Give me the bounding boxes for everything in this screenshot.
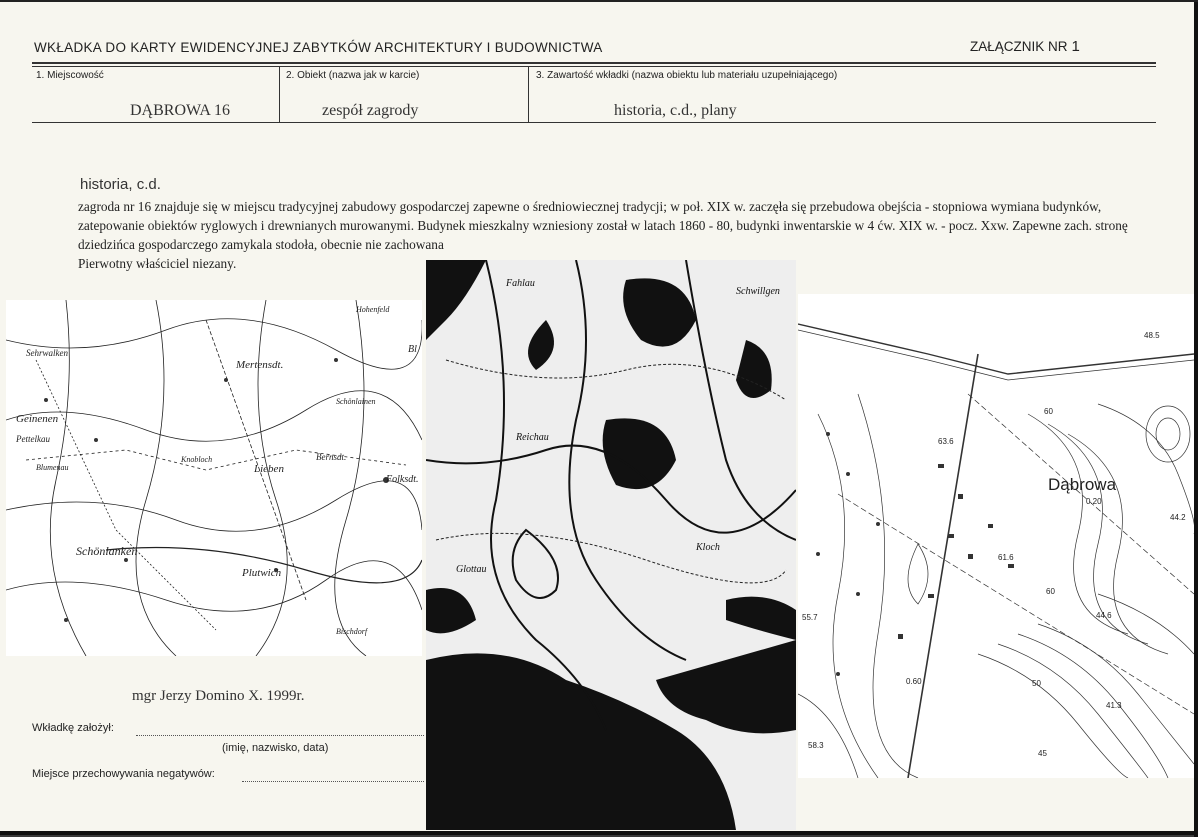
header-rule-top (32, 62, 1156, 64)
negatives-field[interactable] (242, 781, 424, 782)
map-label-bl: Bl (408, 344, 417, 355)
map-label-schonlainen: Schönlainen (336, 397, 376, 406)
map-label-plutwich: Plutwich (242, 567, 282, 579)
elevation-58-3: 58.3 (808, 741, 824, 750)
map-label-sehrwalken: Sehrwalken (26, 348, 68, 358)
object-value: zespół zagrody (322, 102, 419, 119)
map-label-pettelkau: Pettelkau (16, 434, 50, 444)
map-label-dabrowa: Dąbrowa (1048, 475, 1117, 494)
field-divider-1 (279, 66, 280, 122)
scan-edge-right (1194, 2, 1198, 837)
annex-label (970, 38, 1080, 55)
map-label-bernsdt: Bernsdt. (316, 452, 347, 462)
object-label: 2. Obiekt (nazwa jak w karcie) (286, 70, 420, 81)
historic-map-middle (426, 260, 796, 830)
map-label-lieben: Lieben (254, 463, 284, 475)
history-heading: historia, c.d. (80, 176, 161, 193)
founder-label: Wkładkę założył: (32, 722, 114, 734)
elevation-0-60: 0.60 (906, 677, 922, 686)
elevation-44-6: 44.6 (1096, 611, 1112, 620)
locality-label: 1. Miejscowość (36, 70, 104, 81)
topographic-map-right (798, 294, 1194, 778)
form-title: WKŁADKA DO KARTY EWIDENCYJNEJ ZABYTKÓW ARCHITEKTURY I BUDOWNICTWA (34, 40, 603, 55)
elevation-0-20: 0.20 (1086, 497, 1102, 506)
founder-field[interactable] (136, 735, 424, 736)
historic-map-middle-drawing (426, 260, 796, 830)
map-label-schonlanken: Schönlanken (76, 544, 138, 558)
content-value: historia, c.d., plany (614, 102, 737, 119)
scan-edge-bottom (0, 831, 1198, 835)
elevation-50: 50 (1032, 679, 1041, 688)
topographic-map-right-drawing (798, 294, 1194, 778)
signer: mgr Jerzy Domino X. 1999r. (132, 688, 305, 704)
map-label-folksdt: Folksdt. (386, 474, 419, 485)
map-label-geinenen: Geinenen (16, 413, 59, 425)
locality-value: DĄBROWA 16 (130, 102, 231, 119)
map-label-glottau: Glottau (456, 564, 487, 575)
map-label-reichau: Reichau (516, 432, 549, 443)
content-label: 3. Zawartość wkładki (nazwa obiektu lub materiału uzupełniającego) (536, 70, 838, 81)
elevation-55-7: 55.7 (802, 613, 818, 622)
annex-number: 1 (1071, 38, 1080, 55)
map-label-bischdorf: Bischdorf (336, 627, 368, 636)
owner-line: Pierwotny właściciel niezany. (78, 256, 237, 271)
map-label-hohenfeld: Hohenfeld (356, 305, 390, 314)
history-text: zagroda nr 16 znajduje się w miejscu tradycyjnej zabudowy gospodarczej zapewne o średniowiecznej tradycji; w poł. XIX w. zaczęła się przebudowa obejścia - stopniowa wymiana budynków, zatepowanie obiektów ryglowych i drewnianych murowanymi. Budynek mieszkalny wzniesiony został w latach 1860 - 80, budynki inwentarskie w 4 ćw. XIX w. - pocz. Xxw. Zapewne zach. stronę dziedzińca gospodarczego zamykala stodoła, obecnie nie zachowana (78, 199, 1128, 252)
elevation-61-6: 61.6 (998, 553, 1014, 562)
historic-map-left-drawing (6, 300, 422, 656)
field-divider-2 (528, 66, 529, 122)
annex-label-text: ZAŁĄCZNIK NR (970, 39, 1068, 54)
negatives-label: Miejsce przechowywania negatywów: (32, 768, 215, 780)
map-label-blumenau: Blumenau (36, 463, 69, 472)
header-rule-bottom (32, 122, 1156, 123)
elevation-45: 45 (1038, 749, 1047, 758)
map-label-knobloch: Knobloch (181, 455, 213, 464)
elevation-48-5: 48.5 (1144, 331, 1160, 340)
map-label-mertensdt: Mertensdt. (236, 359, 284, 371)
elevation-44-2: 44.2 (1170, 513, 1186, 522)
elevation-41-3: 41.3 (1106, 701, 1122, 710)
elevation-60-b: 60 (1046, 587, 1055, 596)
map-label-kloch: Kloch (696, 542, 720, 553)
map-label-schwillgen: Schwillgen (736, 286, 780, 297)
elevation-60-a: 60 (1044, 407, 1053, 416)
header-rule-thin (32, 66, 1156, 67)
founder-hint: (imię, nazwisko, data) (222, 742, 329, 754)
map-label-fahlau: Fahlau (506, 278, 535, 289)
elevation-63-6: 63.6 (938, 437, 954, 446)
historic-map-left (6, 300, 422, 656)
